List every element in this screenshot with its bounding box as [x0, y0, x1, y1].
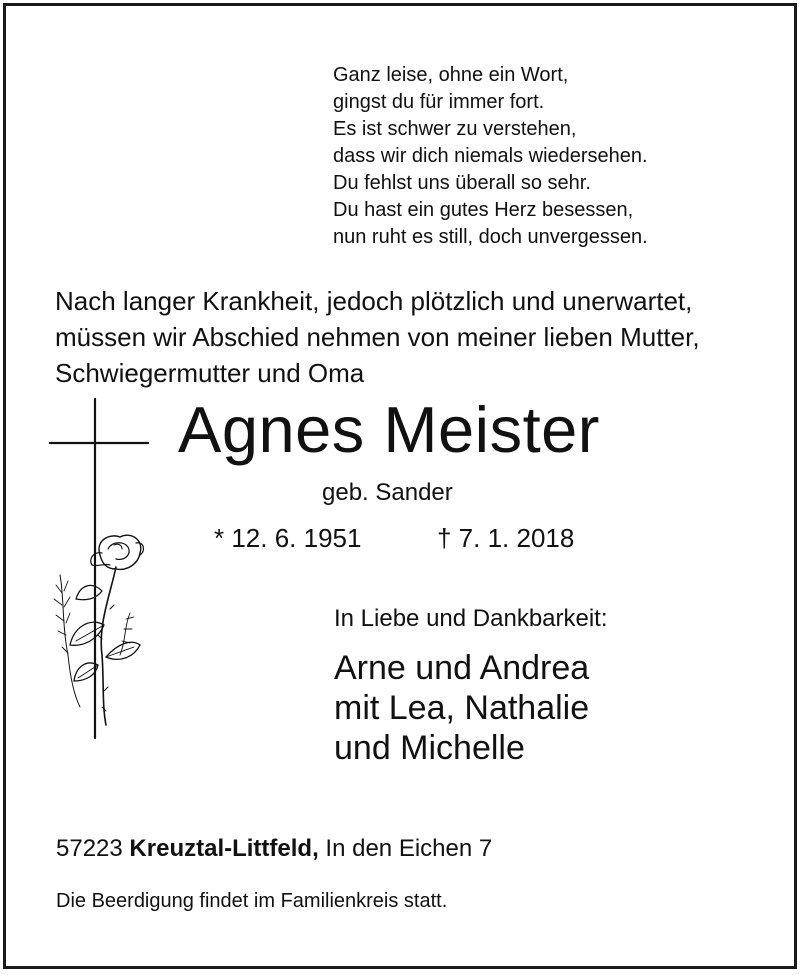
maiden-name: geb. Sander — [322, 479, 453, 506]
mourners-line: Arne und Andrea — [334, 649, 590, 687]
mourners-heading: In Liebe und Dankbarkeit: — [334, 605, 608, 632]
deceased-name: Agnes Meister — [178, 393, 600, 466]
postal-code: 57223 — [56, 835, 123, 862]
poem-line: Ganz leise, ohne ein Wort, — [333, 64, 569, 86]
birth-date: * 12. 6. 1951 — [214, 523, 362, 553]
poem — [333, 62, 648, 251]
poem-line: dass wir dich niemals wiedersehen. — [333, 145, 648, 167]
mourners-list — [334, 648, 589, 768]
death-date: † 7. 1. 2018 — [437, 523, 575, 553]
address — [56, 834, 492, 864]
funeral-note: Die Beerdigung findet im Familienkreis statt. — [56, 890, 448, 912]
address-street: In den Eichen 7 — [325, 835, 493, 862]
poem-line: gingst du für immer fort. — [333, 91, 545, 113]
poem-line: Es ist schwer zu verstehen, — [333, 118, 577, 140]
intro-line: müssen wir Abschied nehmen von meiner lieben Mutter, — [55, 322, 700, 352]
mourners-line: mit Lea, Nathalie — [334, 689, 590, 727]
cross-with-rose-icon — [40, 395, 150, 740]
address-place: Kreuztal-Littfeld, — [129, 835, 319, 862]
poem-line: nun ruht es still, doch unvergessen. — [333, 226, 648, 248]
poem-line: Du hast ein gutes Herz besessen, — [333, 199, 634, 221]
poem-line: Du fehlst uns überall so sehr. — [333, 172, 591, 194]
intro-text — [55, 283, 700, 391]
mourners-line: und Michelle — [334, 729, 525, 767]
intro-line: Schwiegermutter und Oma — [55, 358, 365, 388]
intro-line: Nach langer Krankheit, jedoch plötzlich und unerwartet, — [55, 286, 693, 316]
